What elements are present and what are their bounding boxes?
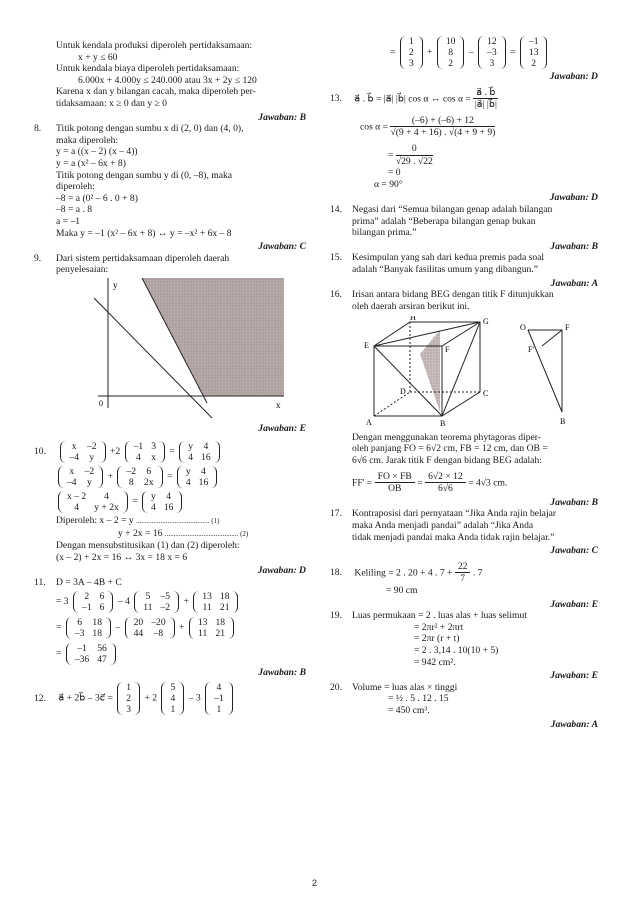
q9-graph bbox=[94, 278, 306, 422]
q8-line bbox=[34, 123, 306, 135]
matrix: y 4 4 16 bbox=[177, 466, 217, 488]
q18-row: 18. Keliling = 2 . 20 + 4 . 7 + $\frac{22}{7}$ . 7 bbox=[330, 560, 483, 585]
label-e: E bbox=[364, 341, 369, 351]
label-b2: B bbox=[560, 417, 566, 427]
q12-expression: a⃗ + 2b⃗ – 3c⃗ = bbox=[58, 692, 113, 704]
q8-line: y = a ((x – 2) (x – 4)) bbox=[56, 146, 138, 158]
intro-line: Karena x dan y bilangan cacah, maka diperoleh per- bbox=[56, 86, 256, 98]
answer-10: Jawaban: D bbox=[257, 565, 306, 577]
answer-14: Jawaban: B bbox=[550, 240, 598, 252]
q11-text: D = 3A – 4B + C bbox=[56, 577, 122, 589]
q8-line: diperoleh: bbox=[56, 181, 95, 193]
page-number: 2 bbox=[312, 878, 318, 888]
q16-line: Dengan menggunakan teorema phytagoras diper- bbox=[352, 431, 541, 443]
left-column bbox=[34, 40, 306, 715]
fraction: $\frac{0}{√29 . √22}$ bbox=[395, 142, 433, 167]
q10-number: 10. bbox=[34, 446, 46, 458]
q19-line: 19. Luas permukaan = 2 . luas alas + luas selimut bbox=[330, 610, 527, 622]
q17-line: 17. Kontraposisi dari pernyataan “Jika Anda rajin belajar bbox=[330, 508, 557, 520]
matrix: 20 –20 44 –8 bbox=[125, 617, 175, 639]
vector: 4 –1 1 bbox=[205, 682, 233, 715]
q14-line: prima” adalah “Beberapa bilangan genap bukan bbox=[352, 215, 536, 227]
q20-line: = 450 cm³. bbox=[388, 704, 430, 716]
q19-line: = 2 . 3,14 . 10(10 + 5) bbox=[414, 644, 499, 656]
diagonal-eg bbox=[374, 322, 480, 346]
q15-line: adalah “Banyak fasilitas umum yang dibangun.” bbox=[352, 263, 538, 275]
q16-figures bbox=[352, 316, 598, 432]
label-c: C bbox=[483, 389, 489, 399]
matrix: –2 6 8 2x bbox=[117, 466, 162, 488]
q13-number: 13. bbox=[330, 92, 342, 104]
vector: 12 –3 3 bbox=[478, 36, 506, 69]
label-d: D bbox=[400, 387, 406, 397]
matrix: x –2 –4 y bbox=[58, 466, 103, 488]
label-b: B bbox=[440, 419, 446, 429]
altitude-ff bbox=[542, 330, 562, 346]
q8-line: maka diperoleh: bbox=[56, 134, 119, 146]
matrix: –1 3 4 x bbox=[125, 441, 165, 463]
fraction: $\frac{6√2 \times 12}{6√6}$ bbox=[425, 471, 466, 495]
answer-11: Jawaban: B bbox=[258, 666, 306, 678]
op: = bbox=[132, 496, 138, 508]
vector: 5 4 1 bbox=[161, 682, 184, 715]
q18-number: 18. bbox=[330, 567, 342, 579]
q14-number: 14. bbox=[330, 203, 342, 215]
q8-line: –8 = a . 8 bbox=[56, 204, 93, 216]
q20-line: 20. Volume = luas alas × tinggi bbox=[330, 681, 458, 693]
intro-line: x + y ≤ 60 bbox=[78, 51, 118, 63]
q10-line: Diperoleh: x – 2 = y .......................................... (1) bbox=[56, 515, 220, 527]
q9-region-plot bbox=[94, 278, 284, 418]
q13-row1: 13. a⃗ . b⃗ = |a⃗| |b⃗| cos α ↔ cos α = $\frac{a⃗ . b⃗}{|a⃗| |b⃗|}$ bbox=[330, 86, 497, 111]
matrix: 13 18 11 21 bbox=[189, 617, 234, 639]
matrix: y 4 4 16 bbox=[179, 441, 219, 463]
q15-line: 15. Kesimpulan yang sah dari kedua premis pada soal bbox=[330, 252, 545, 264]
q13-line: α = 90° bbox=[374, 178, 403, 190]
q11-row: = –1 56 –36 47 bbox=[34, 643, 306, 665]
label-f2: F bbox=[565, 323, 570, 333]
q12-row: 12. a⃗ + 2b⃗ – 3c⃗ = 1 2 3 + 2 5 4 1 – 3 4 –1 1 bbox=[34, 682, 306, 715]
matrix-b: 5 –5 11 –2 bbox=[134, 591, 179, 613]
answer-20: Jawaban: A bbox=[550, 718, 598, 730]
q8-line: a = –1 bbox=[56, 215, 81, 227]
q9-text: Dari sistem pertidaksamaan diperoleh daerah bbox=[56, 252, 230, 264]
q14-line: bilangan prima.” bbox=[352, 227, 417, 239]
triangle-ofb bbox=[528, 330, 562, 412]
q19-number: 19. bbox=[330, 610, 342, 622]
matrix: 6 18 –3 18 bbox=[66, 617, 111, 639]
label-g: G bbox=[483, 317, 489, 327]
fraction: $\frac{22}{7}$ bbox=[455, 561, 471, 585]
fraction: $\frac{(-6) + (-6) + 12}{√(9 + 4 + 16) . √(4 + 9 + 9)}$ bbox=[390, 114, 496, 139]
origin-label: 0 bbox=[99, 398, 103, 408]
q18-line: = 90 cm bbox=[386, 585, 418, 596]
q14-line: 14. Negasi dari “Semua bilangan genap adalah bilangan bbox=[330, 203, 553, 215]
matrix-c: 13 18 11 21 bbox=[193, 591, 238, 613]
q8-line: Maka y = –1 (x² – 6x + 8) ↔ y = –x² + 6x – 8 bbox=[56, 227, 232, 239]
matrix-result: –1 56 –36 47 bbox=[66, 643, 116, 665]
q20-line: = ½ . 5 . 12 . 15 bbox=[388, 693, 449, 705]
fraction: $\frac{a⃗ . b⃗}{|a⃗| |b⃗|}$ bbox=[474, 86, 497, 111]
vector: 10 8 2 bbox=[437, 36, 465, 69]
q11-number: 11. bbox=[34, 577, 46, 589]
q10-line: Dengan mensubstitusikan (1) dan (2) diperoleh: bbox=[56, 540, 240, 552]
q19-line: = 2πr² + 2πrt bbox=[414, 621, 464, 633]
label-o: O bbox=[520, 323, 526, 333]
q10-line: (x – 2) + 2x = 16 ↔ 3x = 18 x = 6 bbox=[56, 551, 188, 563]
shaded-plane bbox=[420, 330, 440, 412]
q11-line bbox=[34, 577, 306, 589]
q10-row1 bbox=[34, 441, 306, 463]
answer-17: Jawaban: C bbox=[550, 545, 598, 557]
intro-line: Untuk kendala produksi diperoleh pertidaksamaan: bbox=[56, 40, 253, 51]
x-axis-label: x bbox=[276, 399, 281, 410]
matrix: y 4 4 16 bbox=[142, 491, 182, 513]
answer-13: Jawaban: D bbox=[549, 192, 598, 204]
answer-8: Jawaban: C bbox=[258, 241, 306, 253]
label-a: A bbox=[366, 418, 372, 428]
op: + bbox=[110, 446, 116, 458]
shaded-region bbox=[142, 278, 284, 396]
cube-edge bbox=[442, 322, 480, 346]
answer-7: Jawaban: B bbox=[258, 111, 306, 123]
matrix-a: 2 6 –1 6 bbox=[73, 591, 113, 613]
vector: 1 2 3 bbox=[400, 36, 423, 69]
q10-row3 bbox=[34, 491, 306, 513]
answer-15: Jawaban: A bbox=[550, 277, 598, 289]
answer-18: Jawaban: E bbox=[550, 598, 598, 610]
label-f-prime: F' bbox=[528, 345, 534, 355]
intro-line: 6.000x + 4.000y ≤ 240.000 atau 3x + 2y ≤ 120 bbox=[78, 74, 257, 86]
q8-line: y = a (x² – 6x + 8) bbox=[56, 157, 126, 169]
answer-19: Jawaban: E bbox=[550, 670, 598, 682]
q16-line: 16. Irisan antara bidang BEG dengan titik F ditunjukkan bbox=[330, 289, 554, 301]
label-h: H bbox=[410, 316, 416, 323]
q17-line: tidak menjadi pandai maka Anda tidak rajin belajar.” bbox=[352, 531, 555, 543]
diagonal-gb bbox=[442, 322, 480, 416]
q20-number: 20. bbox=[330, 681, 342, 693]
q17-number: 17. bbox=[330, 508, 342, 520]
q12-continuation: = 1 2 3 + 10 8 2 – 12 –3 3 = –1 13 2 bbox=[330, 36, 598, 69]
op: = bbox=[169, 446, 175, 458]
q8-number: 8. bbox=[34, 123, 42, 135]
q19-line: = 942 cm². bbox=[414, 656, 456, 668]
q11-row: = 6 18 –3 18 – 20 –20 44 –8 + 13 18 11 21 bbox=[34, 617, 306, 639]
intro-line: tidaksamaan: x ≥ 0 dan y ≥ 0 bbox=[56, 97, 167, 109]
coef: 2 bbox=[115, 446, 121, 458]
answer-16: Jawaban: B bbox=[550, 496, 598, 508]
op: = bbox=[167, 471, 173, 483]
matrix: x –2 –4 y bbox=[60, 441, 105, 463]
answer-12: Jawaban: D bbox=[549, 71, 598, 82]
q12-number: 12. bbox=[34, 692, 46, 704]
label-f: F bbox=[445, 345, 450, 355]
matrix: x – 2 4 4 y + 2x bbox=[58, 491, 128, 513]
q13-line: = 0 bbox=[388, 167, 401, 179]
q9-line bbox=[34, 253, 306, 265]
y-axis-label: y bbox=[113, 279, 118, 290]
cube-diagram bbox=[352, 316, 598, 428]
q8-line: –8 = a (0² – 6 . 0 + 8) bbox=[56, 192, 138, 204]
q16-number: 16. bbox=[330, 289, 342, 301]
fraction: $\frac{FO \times FB}{OB}$ bbox=[375, 471, 415, 495]
q16-line: 6√6 cm. Jarak titik F dengan bidang BEG adalah: bbox=[352, 455, 542, 467]
q9-number: 9. bbox=[34, 252, 42, 264]
q8-line: Titik potong dengan sumbu y di (0, –8), maka bbox=[56, 169, 233, 181]
q8-text: Titik potong dengan sumbu x di (2, 0) dan (4, 0), bbox=[56, 123, 244, 135]
q19-line: = 2πr (r + t) bbox=[414, 633, 460, 645]
q17-line: maka Anda menjadi pandai” adalah “Jika Anda bbox=[352, 520, 534, 532]
right-column bbox=[330, 36, 598, 730]
q11-row: = 3 2 6 –1 6 – 4 5 –5 11 –2 + 13 18 11 21 bbox=[34, 591, 306, 613]
q16-line: oleh panjang FO = 6√2 cm, FB = 12 cm, dan OB = bbox=[352, 443, 548, 455]
answer-9: Jawaban: E bbox=[258, 423, 306, 435]
vector: 1 2 3 bbox=[117, 682, 140, 715]
q15-number: 15. bbox=[330, 252, 342, 264]
q13-row3: = $\frac{0}{√29 . √22}$ bbox=[388, 142, 433, 167]
op: + bbox=[107, 471, 114, 483]
intro-line: Untuk kendala biaya diperoleh pertidaksamaan: bbox=[56, 63, 240, 75]
q10-row2 bbox=[34, 466, 306, 488]
vector: –1 13 2 bbox=[520, 36, 548, 69]
q13-row2: cos α = $\frac{(-6) + (-6) + 12}{√(9 + 4 + 16) . √(4 + 9 + 9)}$ bbox=[360, 114, 496, 139]
q10-line: y + 2x = 16 .......................................... (2) bbox=[118, 527, 249, 539]
q16-line: oleh daerah arsiran berikut ini. bbox=[352, 300, 470, 312]
q9-line: penyelesaian: bbox=[56, 264, 109, 276]
q16-formula: FF' = $\frac{FO \times FB}{OB}$ = $\frac{6√2 \times 12}{6√6}$ = 4√3 cm. bbox=[352, 470, 508, 495]
